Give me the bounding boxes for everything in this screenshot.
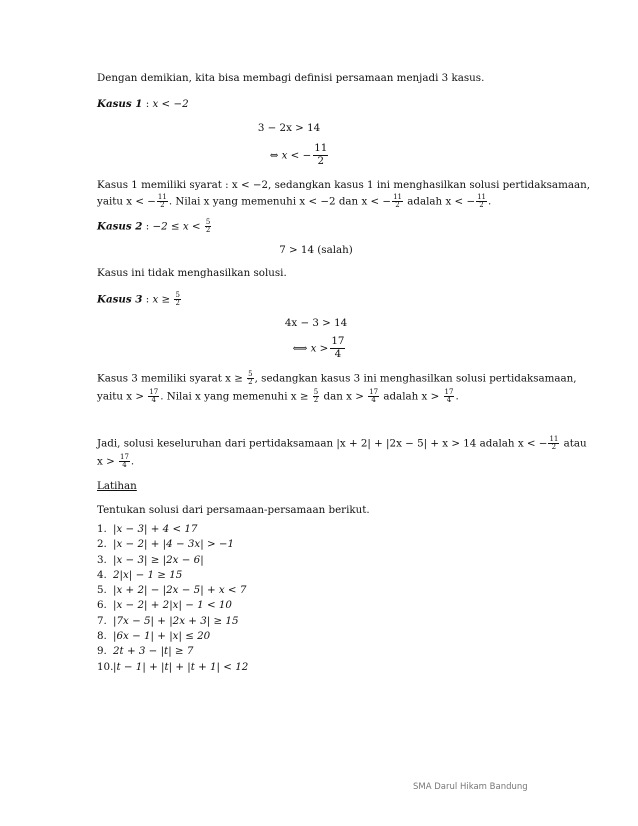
inline-fraction xyxy=(548,436,559,451)
case3-eq2-fraction xyxy=(330,336,345,361)
fraction-numerator: 11 xyxy=(477,193,486,201)
item-expression: 2t + 3 − |t| ≥ 7 xyxy=(113,645,194,658)
list-item xyxy=(97,660,248,675)
case2-label: Kasus 2 xyxy=(97,220,143,233)
list-item xyxy=(97,629,248,644)
case2-equation: 7 > 14 (salah) xyxy=(279,244,353,256)
conclusion-or: atau xyxy=(563,437,587,450)
case3-equation-2 xyxy=(0,336,638,361)
fraction-numerator: 5 xyxy=(205,218,211,226)
case3-text-line1 xyxy=(97,370,577,386)
fraction-denominator: 2 xyxy=(160,201,165,209)
case3-text-line2 xyxy=(97,389,545,404)
fraction-numerator: 11 xyxy=(393,193,402,201)
exercise-heading: Latihan xyxy=(97,480,137,492)
inline-fraction xyxy=(157,194,168,209)
fraction-numerator: 11 xyxy=(314,142,328,154)
case3-text2-b: . Nilai x yang memenuhi x ≥ xyxy=(160,390,309,403)
case1-text2-c: adalah x < − xyxy=(403,195,476,208)
fraction-numerator: 5 xyxy=(175,291,180,299)
inline-fraction xyxy=(247,371,253,386)
inline-fraction xyxy=(119,454,130,469)
fraction-denominator: 2 xyxy=(248,378,253,386)
fraction-numerator: 17 xyxy=(444,388,454,396)
list-item xyxy=(97,644,248,659)
fraction-denominator: 4 xyxy=(122,461,127,469)
item-expression: |7x − 5| + |2x + 3| ≥ 15 xyxy=(113,614,239,627)
item-expression: |x − 3| + 4 < 17 xyxy=(113,523,198,535)
item-expression: |6x − 1| + |x| ≤ 20 xyxy=(113,630,211,643)
case1-equation-2 xyxy=(0,143,618,168)
case3-text2-a: yaitu x > xyxy=(97,390,144,403)
case1-text-line2 xyxy=(97,194,545,209)
item-expression: |x + 2| − |2x − 5| + x < 7 xyxy=(113,584,247,597)
item-number: 4. xyxy=(97,568,107,581)
inline-fraction xyxy=(444,389,455,404)
case1-text2-d: . xyxy=(488,195,492,208)
fraction-denominator: 2 xyxy=(313,396,319,404)
inline-fraction xyxy=(313,389,319,404)
inline-fraction xyxy=(368,389,379,404)
fraction-numerator: 11 xyxy=(157,193,167,201)
case1-eq2-prefix: ⇔ x < − xyxy=(269,149,312,162)
list-item xyxy=(97,568,248,583)
fraction-denominator: 2 xyxy=(175,299,180,307)
list-item xyxy=(97,598,248,613)
item-expression: |x − 2| + 2|x| − 1 < 10 xyxy=(113,599,232,612)
case1-condition: x < −2 xyxy=(152,98,189,110)
fraction-numerator: 17 xyxy=(149,388,159,396)
inline-fraction xyxy=(392,194,403,209)
item-expression: |x − 3| ≥ |2x − 6| xyxy=(113,553,204,566)
case1-text-line1: Kasus 1 memiliki syarat : x < −2, sedangkan kasus 1 ini menghasilkan solusi pertidaksamaan, xyxy=(97,179,591,191)
fraction-denominator: 2 xyxy=(205,226,211,234)
conclusion-line2-a: x > xyxy=(97,455,115,468)
fraction-denominator: 2 xyxy=(551,443,557,451)
case3-text2-d: adalah x > xyxy=(380,390,440,403)
fraction-denominator: 4 xyxy=(334,347,342,360)
case2-text: Kasus ini tidak menghasilkan solusi. xyxy=(97,267,287,279)
fraction-denominator: 4 xyxy=(371,396,376,404)
inline-fraction xyxy=(205,219,211,234)
case3-condition: x ≥ xyxy=(152,293,171,306)
case3-text2-e: . xyxy=(455,390,459,403)
item-number: 10. xyxy=(97,660,114,673)
inline-fraction xyxy=(148,389,159,404)
fraction-denominator: 2 xyxy=(395,201,400,209)
case3-text2-c: dan x > xyxy=(320,390,364,403)
item-number: 9. xyxy=(97,645,107,658)
inline-fraction xyxy=(174,292,180,307)
fraction-denominator: 2 xyxy=(479,201,484,209)
item-number: 8. xyxy=(97,630,107,643)
item-number: 5. xyxy=(97,584,107,597)
intro-text: Dengan demikian, kita bisa membagi definisi persamaan menjadi 3 kasus. xyxy=(97,72,485,84)
list-item xyxy=(97,583,248,598)
fraction-denominator: 2 xyxy=(317,154,325,167)
list-item xyxy=(97,553,248,568)
fraction-numerator: 17 xyxy=(331,335,345,347)
case1-text2-a: yaitu x < − xyxy=(97,195,156,208)
page-footer: SMA Darul Hikam Bandung xyxy=(413,782,528,792)
case3-label: Kasus 3 xyxy=(97,293,143,306)
item-expression: |t − 1| + |t| + |t + 1| < 12 xyxy=(113,660,249,673)
exercise-instruction: Tentukan solusi dari persamaan-persamaan berikut. xyxy=(97,504,370,516)
fraction-denominator: 4 xyxy=(151,396,156,404)
case2-heading: Kasus 2 : −2 ≤ x < $\frac{5}{2}$ xyxy=(97,218,211,234)
fraction-numerator: 5 xyxy=(313,388,319,396)
item-number: 7. xyxy=(97,614,107,627)
case3-equation-1: 4x − 3 > 14 xyxy=(284,317,348,329)
conclusion-line2 xyxy=(97,454,545,469)
fraction-numerator: 5 xyxy=(248,370,253,378)
conclusion-text: Jadi, solusi keseluruhan dari pertidaksamaan |x + 2| + |2x − 5| + x > 14 adalah x < − xyxy=(97,437,548,450)
inline-fraction xyxy=(476,194,487,209)
case2-condition: −2 ≤ x < xyxy=(152,220,201,233)
item-number: 1. xyxy=(97,523,107,535)
conclusion-line2-b: . xyxy=(130,455,135,468)
item-expression: |x − 2| + |4 − 3x| > −1 xyxy=(113,538,235,551)
case1-heading: Kasus 1 : x < −2 xyxy=(97,98,189,110)
fraction-numerator: 11 xyxy=(549,435,559,443)
case1-label: Kasus 1 xyxy=(97,98,143,110)
item-number: 2. xyxy=(97,538,107,551)
case3-text1-b: , sedangkan kasus 3 ini menghasilkan solusi pertidaksamaan, xyxy=(254,372,577,385)
fraction-numerator: 17 xyxy=(369,388,379,396)
fraction-denominator: 4 xyxy=(446,396,452,404)
case1-eq2-fraction xyxy=(313,143,328,168)
case1-equation-1: 3 − 2x > 14 xyxy=(257,122,321,134)
case3-heading: Kasus 3 : x ≥ $\frac{5}{2}$ xyxy=(97,291,180,307)
fraction-numerator: 17 xyxy=(120,453,129,461)
case1-text2-b: . Nilai x yang memenuhi x < −2 dan x < − xyxy=(168,195,392,208)
exercise-list xyxy=(97,522,248,675)
item-number: 6. xyxy=(97,599,107,612)
conclusion-line1 xyxy=(97,435,587,451)
list-item xyxy=(97,537,248,552)
list-item xyxy=(97,522,248,537)
case3-eq2-prefix: ⟺ x > xyxy=(292,342,329,355)
item-number: 3. xyxy=(97,553,107,566)
item-expression: 2|x| − 1 ≥ 15 xyxy=(113,568,183,581)
list-item xyxy=(97,614,248,629)
case3-text1-a: Kasus 3 memiliki syarat x ≥ xyxy=(97,372,243,385)
